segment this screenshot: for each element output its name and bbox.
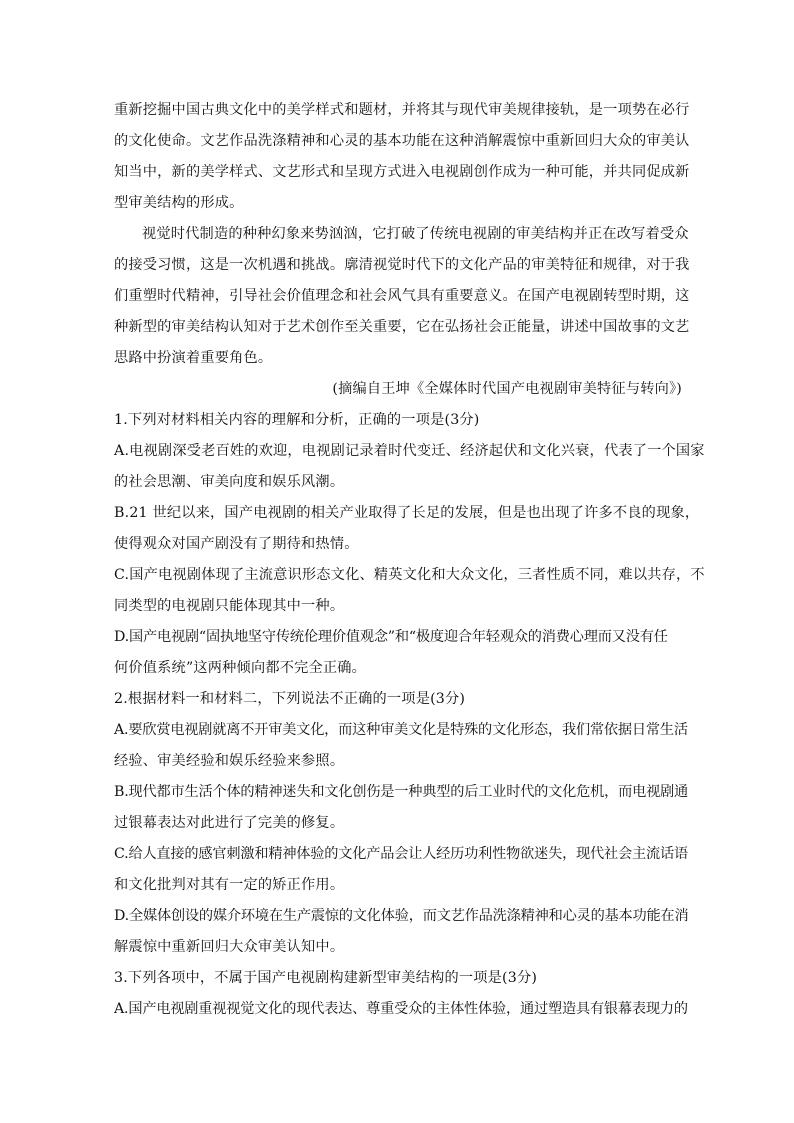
- text-line: 思路中扮演着重要角色。: [114, 350, 273, 366]
- option-d: D.全媒体创设的媒介环境在生产震惊的文化体验，而文艺作品洗涤精神和心灵的基本功能在消: [114, 908, 689, 924]
- text-line: 型审美结构的形成。: [114, 195, 244, 211]
- paragraph-2: [114, 219, 690, 374]
- text-line: 重新挖掘中国古典文化中的美学样式和题材，并将其与现代审美规律接轨，是一项势在必行: [114, 102, 690, 118]
- paragraph-1: [114, 95, 690, 219]
- text-line: 的文化使命。文艺作品洗涤精神和心灵的基本功能在这种消解震惊中重新回归大众的审美认: [114, 133, 690, 149]
- question-2: [114, 684, 689, 963]
- question-stem: 3.下列各项中，不属于国产电视剧构建新型审美结构的一项是(3分): [114, 970, 538, 986]
- option-d-cont: 解震惊中重新回归大众审美认知中。: [114, 939, 345, 955]
- question-3: [114, 963, 688, 1025]
- text-line: 视觉时代制造的种种幻象来势汹汹，它打破了传统电视剧的审美结构并正在改写着受众: [142, 226, 689, 242]
- option-a-cont: 经验、审美经验和娱乐经验来参照。: [114, 753, 345, 769]
- option-b: B.现代都市生活个体的精神迷失和文化创伤是一种典型的后工业时代的文化危机，而电视剧通: [114, 784, 689, 800]
- text-line: 的接受习惯，这是一次机遇和挑战。廓清视觉时代下的文化产品的审美特征和规律，对于我: [114, 257, 690, 273]
- question-1: [114, 405, 705, 684]
- option-b: B.21 世纪以来，国产电视剧的相关产业取得了长足的发展，但是也出现了许多不良的现象，: [114, 505, 700, 521]
- option-a: A.电视剧深受老百姓的欢迎，电视剧记录着时代变迁、经济起伏和文化兴衰，代表了一个国家: [114, 443, 705, 459]
- text-line: 种新型的审美结构认知对于艺术创作至关重要，它在弘扬社会正能量，讲述中国故事的文艺: [114, 319, 690, 335]
- option-a: A.要欣赏电视剧就离不开审美文化，而这种审美文化是特殊的文化形态，我们常依据日常生活: [114, 722, 688, 738]
- option-a: A.国产电视剧重视视觉文化的现代表达、尊重受众的主体性体验，通过塑造具有银幕表现力的: [114, 1001, 688, 1017]
- option-d: D.国产电视剧“固执地坚守传统伦理价值观念”和“极度迎合年轻观众的消费心理而又没有任: [114, 629, 668, 645]
- option-c: C.给人直接的感官刺激和精神体验的文化产品会让人经历功利性物欲迷失，现代社会主流话语: [114, 846, 688, 862]
- option-c: C.国产电视剧体现了主流意识形态文化、精英文化和大众文化，三者性质不同，难以共存，不: [114, 567, 705, 583]
- text-line: 们重塑时代精神，引导社会价值理念和社会风气具有重要意义。在国产电视剧转型时期，这: [114, 288, 690, 304]
- text-line: 知当中，新的美学样式、文艺形式和呈现方式进入电视剧创作成为一种可能，并共同促成新: [114, 164, 690, 180]
- document-page: [114, 95, 705, 1025]
- option-a-cont: 的社会思潮、审美向度和娱乐风潮。: [114, 474, 345, 490]
- question-stem: 2.根据材料一和材料二，下列说法不正确的一项是(3分): [114, 691, 466, 707]
- option-c-cont: 和文化批判对其有一定的矫正作用。: [114, 877, 345, 893]
- option-c-cont: 同类型的电视剧只能体现其中一种。: [114, 598, 345, 614]
- question-stem: 1.下列对材料相关内容的理解和分析，正确的一项是(3分): [114, 412, 480, 428]
- option-d-cont: 何价值系统”这两种倾向都不完全正确。: [114, 660, 367, 676]
- option-b-cont: 使得观众对国产剧没有了期待和热情。: [114, 536, 359, 552]
- source-citation: (摘编自王坤《全媒体时代国产电视剧审美特征与转向》): [332, 381, 682, 397]
- option-b-cont: 过银幕表达对此进行了完美的修复。: [114, 815, 345, 831]
